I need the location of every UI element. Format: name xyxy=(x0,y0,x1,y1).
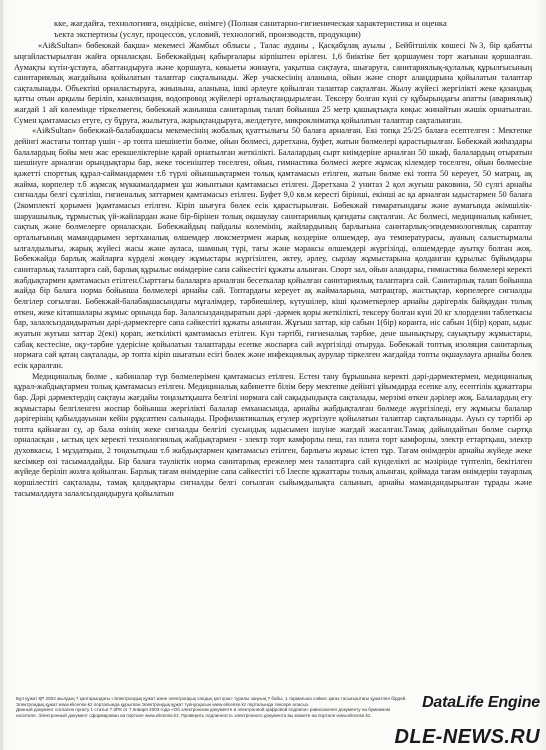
document-body xyxy=(14,41,532,499)
paragraph-premises: «Ai&Sultan» бөбекжай бақша» мекемесі Жамбыл облысы , Талас ауданы , Қасқабұлақ ауылы , Бейбітшілік көшесі №3, бір қабатты ыңғайластырылған жайға орналасқан. Бөбекжайдың қабырғалары кірпіштен өрілген. 1,6 биіктіке бет қоршаумен торт жағынан қоршалған. Аумақты күтін-ұстауға, абаттандыруға және қоршауға, көкыеты жинауға, уақытша сақтауға, шығаруға, санитариялық-қулалық құрылғысының санитариялық жағдайына қойылатын талаптар сақталынады. Жер учаскесінің аланына, ойын және спорт алаңдарына қойылатын талаптар сақталынады. Объектіні орналастыруға, жиынына, аланына, ішкі әрлеуге қойылған талаптар сақталған. Жылу жүйесі жергілікті жеке қазандық қатты отын арқылы беріліп, канализация, водопровод жүйелері орталықтандырылған. Тексеру болған күні су құбырындағы апатты (авариялық) жағдай 1 ай көлемінде тіркелмеген, бөбекжай жанынша санитарлық талап бойынша 25 метр қашықтықта көқыс жинайтын жәшік орнатылған. Сумен қамтамасыз етуге, су бұруға, жылытуға, жарықтандыруға, желдетуге, микроклиматқа қойылатын талаптар сақталынған. xyxy=(14,41,532,125)
header-text xyxy=(54,18,532,39)
footer-line: Электрондық құжат www.elicense.kz порталында құрылған.Электрондық құжат түпнұсқасын www.elicense.kz порталында тексере аласыз. xyxy=(16,701,310,707)
footer-line: Бұл құжат ҚР 2003 жылдың 7 қантарындағы «Электрондық құжат және электрондық сандық қол қою» туралы заңның 7 бабы, 1 тармағына сәйкес қағаз тасығыштағы құжатпен бірдей. xyxy=(16,696,407,701)
scan-edge xyxy=(0,0,3,750)
legal-footer xyxy=(16,696,436,718)
footer-line: Данный документ согласно пункту 1 статьи 7 ЗРК от 7 января 2003 года «Об электронном документе и электронной цифровой подписи» равнозначен документу на бумажном xyxy=(16,707,391,713)
paragraph-medical: Медициналық бөлме , кабиналар түр бөлмелерімен қамтамасыз етілген. Естен тану бұрышына керекті дәрі-дәрмектермен, медициналық құрал-жабдықтармен толық қамтамасыз етілген. Медициналық кабинетте білім беру мектепке дейінгі ұйымдарда есепке алу, есептілік құжаттары бар. Дәрі дәрмектердің сақтауы жағдайы тоңазытқышта белгілі нормаға сай сақыдындықта сақталады, мерзімі өткен дәрілер жоқ. Балалардың егу жұмыстары белгіленген жоспар бойынша жергілікті балалар емханасында, арнайы жабдықталған бөлмеде жүргізіледі, егу жұмысы балалар дәрігерінің қабылдауынан кейін рұқсатпен салынады. Профилактикалық егулер жүргізуге қойылатын талаптар сақталынады. Ауыз су тәртібі әр топта қайнаған су, әр бала өзінің жеке сигналды белгілі сусындық ыдысымен ішуіне жағдай жасалған.Тамақ дайындайтын бөлме сыртқа орналасқан , ыстық цех керекті технологиялық жабдықтармен - электр торт камфорлы пеш, газ плита торт камфорлы, электр еттартқыш, электр духовкасы, 1 мұздатқыш, 2 тоңазытқыш т.б жабдықтармен қамтамасыз етілген, барлығы жұмыс істеп тұр. Тағам өнімдерін арнайы жүйеде жеке кесімкер өзі тасымалдайды. Бір балаға тәуліктік норма санитарлық ережелер мен талаптарға сай күнделікті ас мәзірінде түптеліп, бекітілген жүйеде беріліп жолға қойылған. Барлық тағам өнімдеріне сапа сәйкестігі т.б Ілеспе құжаттары толық алынған, қоймада тағам өнімдерін тауарлық көршілестігі сақталады, тамақ қалдықтары сигналды белгі соғылған сыйымдылықта салынып, арнайы мамандандырылған тұрады және тасымалдауға залалсыздандыруға қойылатын xyxy=(14,371,532,498)
watermark-line-1: DataLife Engine xyxy=(422,694,540,711)
header-line: ъекта экспертизы (услуг, процессов, условий, технологий, производств, продукции) xyxy=(54,28,361,39)
footer-text xyxy=(16,696,436,718)
footer-line: носителе. Электронный документ сформирован на портале www.elicense.kz. Проверить подлинность электронного документа вы можете на портале www.elicense.kz. xyxy=(16,712,372,718)
watermark-line-2: DLE-NEWS.RU xyxy=(394,726,540,748)
header-line: кке, жағдайға, технологияға, өндіріске, өнімге) (Полная санитарно-гигиеническая характеристика и оценка xyxy=(54,18,447,28)
site-watermark xyxy=(380,694,540,748)
paragraph-capacity: «Ai&Sultan» бөбекжай-балабақшасы мекемесінің жобалық қуаттылығы 50 балаға арналған. Екі топқа 25/25 балаға есептелген : Мектепке дейінгі жастағы топтар үшін - әр топта шешінетін бөлме, ойын бөлмесі, дәретхана, буфет, жатын бөлмелері қарастырылған. Бөбекжай жиһаздары балалардың бойы мен жас ерекшеліктеріне қарай орнатылған жеткілікті. Балалардың сырт киімдеріне арналған 50 шкаф, балалардың отыратын шешінуге арналған орындықтары бар, жеке төсеніштер төселген, ойын, гимнастика бөлмесі жерге жұмсақ кілемдер төселген, ойын бөлмесіне қажетті спорттық құрал-саймандармен т.б түрлі ойыншықтармен толық қамтамасыз етілген, жатын бөлме екі топта 50 кереует, 50 матрац, ақ жайма, көрпелер т.б жұмсақ мүккамалдармен ұш жиынтыки қамтамасыз етілген. Дәретхана 2 унитаз 2 қол жуғыш раковина, 50 сүлгі арнайы сигналды белгі сұлғіліш, гигиеналық заттармен қамтамасыз етілген. Буфет 9,0 кв.м кересті бірінші, екінші ас қа арналған ыдыстармен 50 балаға (2комплекті қорымен )қамтамасыз етілген. Кіріп шығуға бөлек есік қарастырылған. Бөбекжай ғимаратындағы және аумағында әкімшілік-шаруашылық, тұрмыстық үй-жайлардан және бір-бірінен толық оқшаулау санитариялық қағидаты сақталған. Ас бөлмесі, медициналық кабинет, сақтық және бөлмелерге орналасқан. Бөбекжайдың пайдалы көлемінің, жайлардының барлығына санитарлық-эпидемиологиялық сараптау орталығының мамандарымен зертханалық өлшемдер люксметрмен жарық көздеріне өлшемдер, ауа температурасы, ауаның салыстырмалы ылғалдылығы, жарық жүйесі жасы және ауласа, шамның түрі, тағы және мәраксы өлшемдері жүргізілді, өлшемдерде ауытқу болған жоқ. Бөбекжайда барлық жайларға күрделі жөндеу жұмыстары жүргізілген, әктеу, әрлеу, сырлау жұмыстарына қолданған құрылыс бұйымдары санитарлық талаптарға сай, барлық құрылыс өнімдеріне сапа сәйкестігі құжаты алынған. Спорт зал, ойын аландары, гимнастика бөлмелері керекті жабдықтармен қамтамасыз етілген.Сырттағы балаларға арналған бесеткалар қойылған санитариялық талаптарға сай. Санитарлық талап бойынша жайда бір балаға норма бойынша бөлмелері арнайы сай. Топтардағы кереует ақ жаймаларына, матрацтар, жастықтар, көрпелерге сигналды белгілер соғылған. Бөбекжай-балабақшасындағы мұғалімдер, тәрбиешілер, күтушілер, кіші қызметкерлер арнайы дәрігерлік байқаудан толық өткен, жеке кітапшалары жұмыс орнында бар. Залалсыздандыратын дәрі -дәрмек қоры жеткілікті, тексеру болған күні 20 кг хлордезин таблеткасы бар, залалсыздандыратын дәрі-дәрмектерге сапа сәйкестігі құжаты алынған. Жұғыш заттар, кір сабын 1(бір) коранта, иіс сабын 1(бір) қорап, ыдыс жуатын жуғыш заттар 2(екі) қорап, жеткілікті қамтамасыз етілген. Күн тәртібі, гигиеналық тәрбие, дене шынықтыру, сауықтыру жұмыстары, сабақ кестесіне, оқу-тәрбие үдерісіне қойылатын талаптарды есепке жоспарға сай жүргізілді отыруда. Бөбекжай топтық изоляция санитарлық нормаға сай қатаң сақталады, әр топта кіріп шығатын есігі бөлек және инфекциялық аурулар тіркелген жағдайда топты оқшаулауға арнайы бөлек есік қаралған. xyxy=(14,126,532,370)
document-header xyxy=(54,18,532,39)
